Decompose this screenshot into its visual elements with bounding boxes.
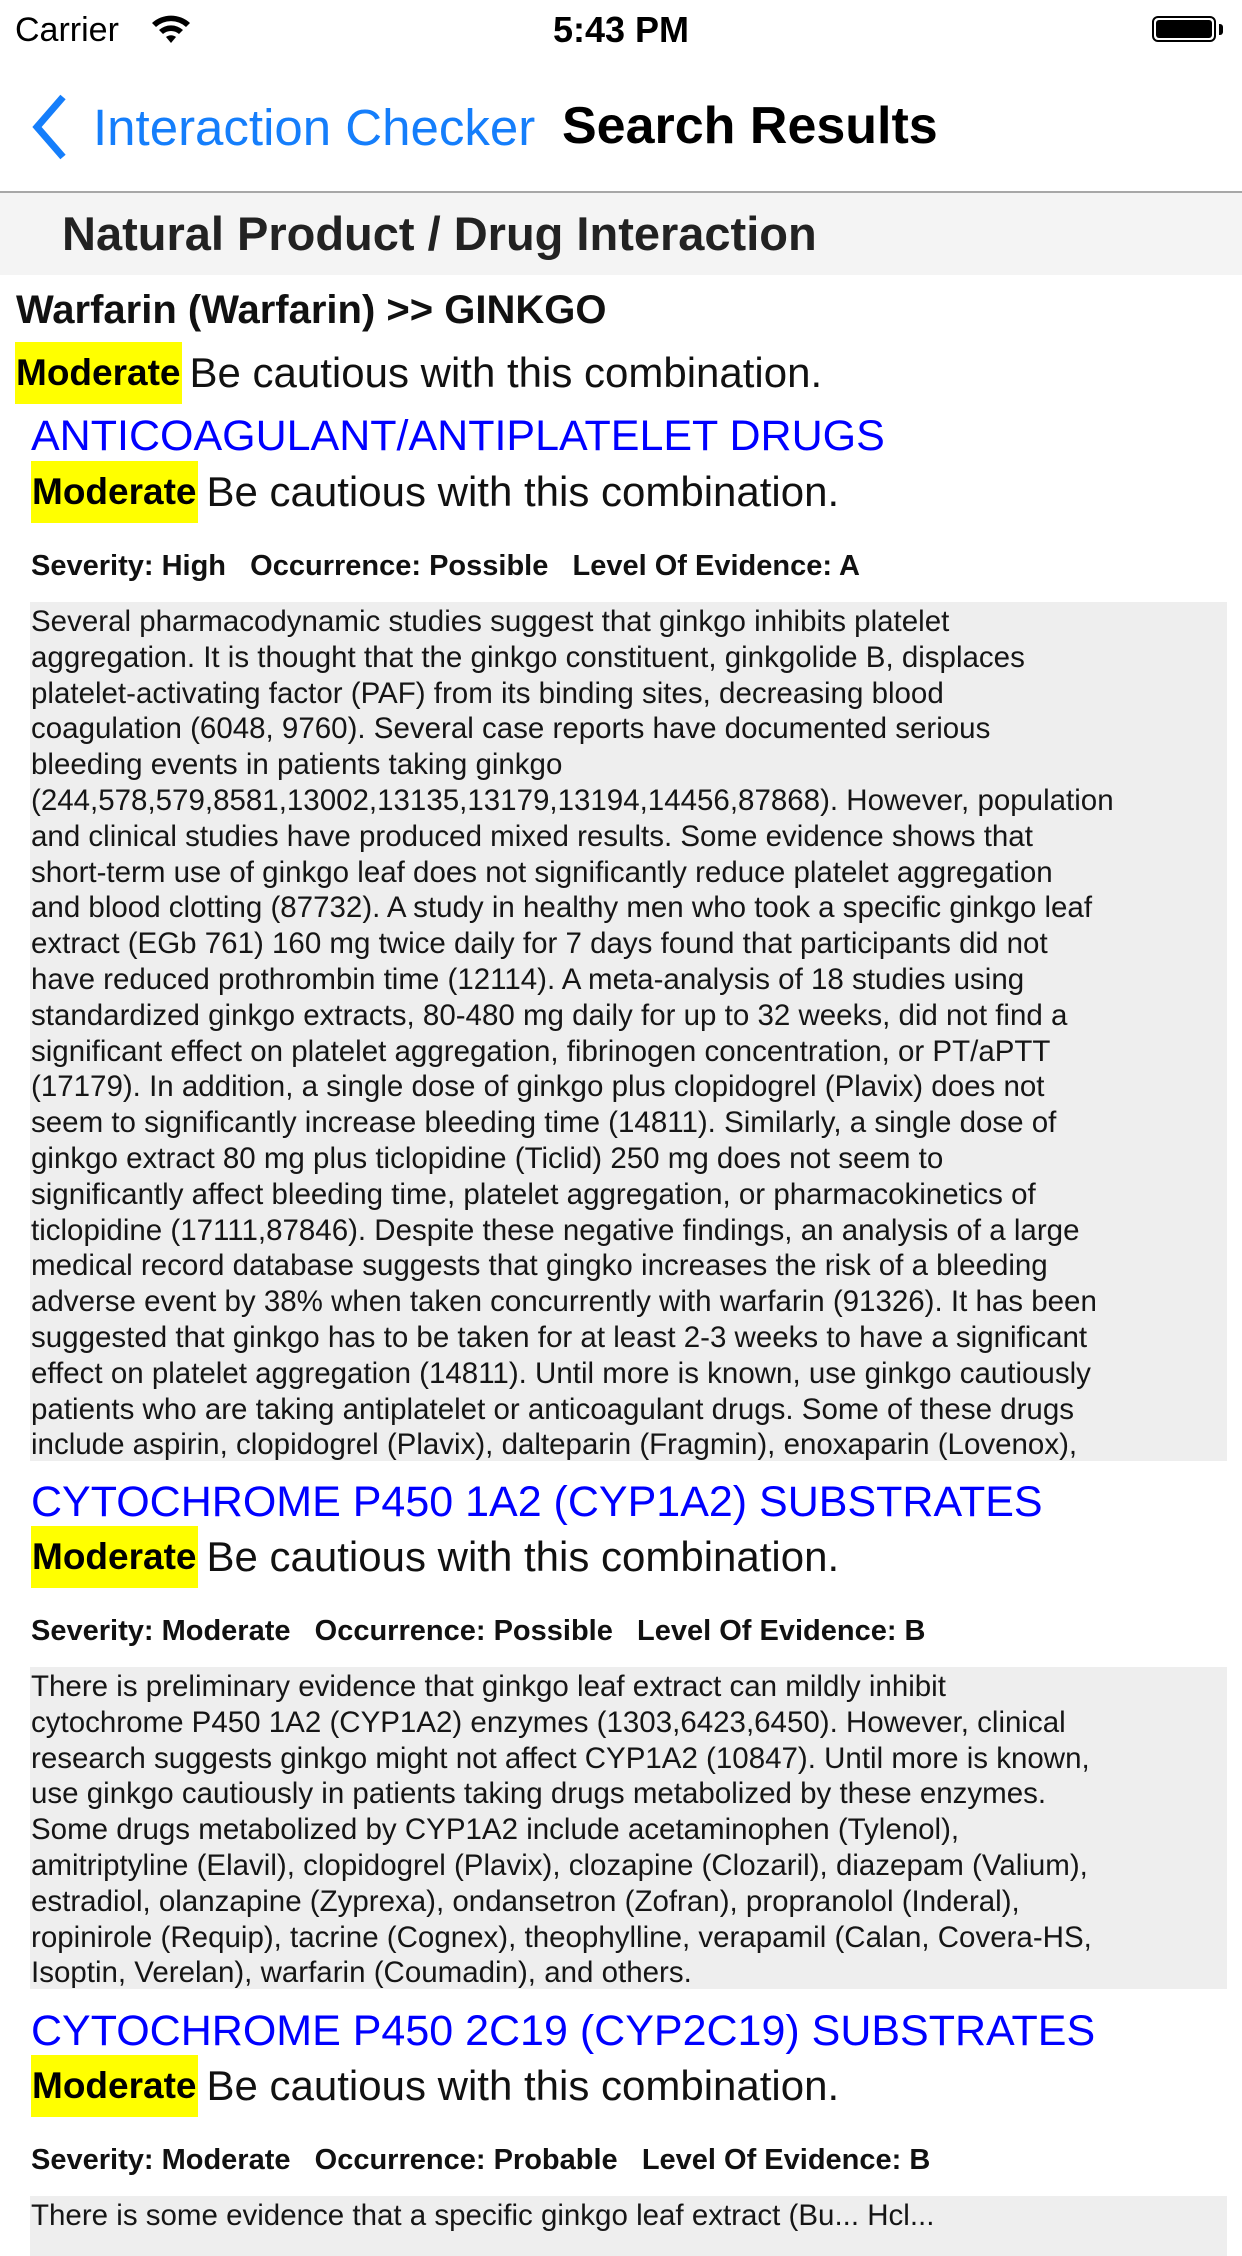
interaction-meta: Severity: High Occurrence: Possible Level Of Evidence: A xyxy=(31,550,860,582)
rating-message: Be cautious with this combination. xyxy=(206,1533,840,1580)
rating-message: Be cautious with this combination. xyxy=(189,349,823,396)
overall-rating xyxy=(15,342,822,404)
rating-message: Be cautious with this combination. xyxy=(206,2062,840,2109)
severity-badge: Moderate xyxy=(15,342,182,404)
text-line: platelet-activating factor (PAF) from its binding sites, decreasing blood xyxy=(31,676,944,710)
text-line: research suggests ginkgo might not affect CYP1A2 (10847). Until more is known, xyxy=(31,1741,1090,1775)
text-line: bleeding events in patients taking ginkgo xyxy=(31,748,563,782)
page-title: Search Results xyxy=(562,97,938,155)
interaction-description xyxy=(30,2196,1227,2256)
text-line: coagulation (6048, 9760). Several case reports have documented serious xyxy=(31,712,991,746)
text-line: standardized ginkgo extracts, 80-480 mg daily for up to 32 weeks, did not find a xyxy=(31,998,1068,1032)
back-button[interactable]: Interaction Checker xyxy=(93,99,536,156)
interaction-heading-cyp1a2[interactable]: CYTOCHROME P450 1A2 (CYP1A2) SUBSTRATES xyxy=(31,1478,1043,1526)
interaction-heading-cyp2c19[interactable]: CYTOCHROME P450 2C19 (CYP2C19) SUBSTRATES xyxy=(31,2007,1096,2055)
text-line: estradiol, olanzapine (Zyprexa), ondansetron (Zofran), propranolol (Inderal), xyxy=(31,1884,1020,1918)
text-line: short-term use of ginkgo leaf does not significantly reduce platelet aggregation xyxy=(31,855,1053,889)
text-line: Isoptin, Verelan), warfarin (Coumadin), and others. xyxy=(31,1956,692,1989)
text-line: amitriptyline (Elavil), clopidogrel (Plavix), clozapine (Clozaril), diazepam (Valium), xyxy=(31,1848,1088,1882)
section-title: Natural Product / Drug Interaction xyxy=(62,207,817,260)
interaction-description xyxy=(30,1667,1227,1989)
chevron-left-icon[interactable] xyxy=(30,93,70,161)
interaction-rating xyxy=(31,2055,839,2117)
text-line: and blood clotting (87732). A study in healthy men who took a specific ginkgo leaf xyxy=(31,891,1093,925)
severity-badge: Moderate xyxy=(31,1526,198,1588)
text-line: There is preliminary evidence that ginkgo leaf extract can mildly inhibit xyxy=(31,1670,946,1703)
text-line: extract (EGb 761) 160 mg twice daily for 7 days found that participants did not xyxy=(31,927,1048,961)
interaction-meta: Severity: Moderate Occurrence: Probable Level Of Evidence: B xyxy=(31,2144,931,2176)
text-line: include aspirin, clopidogrel (Plavix), dalteparin (Fragmin), enoxaparin (Lovenox), xyxy=(31,1428,1078,1461)
text-line: (244,578,579,8581,13002,13135,13179,13194,14456,87868). However, population xyxy=(31,783,1114,817)
interaction-rating xyxy=(31,1526,839,1588)
interaction-rating xyxy=(31,461,839,523)
text-line: patients who are taking antiplatelet or anticoagulant drugs. Some of these drugs xyxy=(31,1392,1074,1426)
interaction-description xyxy=(30,602,1227,1461)
text-line: There is some evidence that a specific ginkgo leaf extract (Bu... Hcl... xyxy=(31,2199,935,2232)
text-line: ropinirole (Requip), tacrine (Cognex), theophylline, verapamil (Calan, Covera-HS, xyxy=(31,1920,1092,1954)
interaction-heading-anticoagulant[interactable]: ANTICOAGULANT/ANTIPLATELET DRUGS xyxy=(31,412,885,460)
text-line: medical record database suggests that gingko increases the risk of a bleeding xyxy=(31,1249,1048,1283)
text-line: ginkgo extract 80 mg plus ticlopidine (Ticlid) 250 mg does not seem to xyxy=(31,1141,944,1175)
text-line: aggregation. It is thought that the ginkgo constituent, ginkgolide B, displaces xyxy=(31,640,1025,674)
text-line: have reduced prothrombin time (12114). A meta-analysis of 18 studies using xyxy=(31,962,1025,996)
interaction-pair-title: Warfarin (Warfarin) >> GINKGO xyxy=(16,288,607,332)
battery-nub xyxy=(1219,24,1223,35)
text-line: use ginkgo cautiously in patients taking drugs metabolized by these enzymes. xyxy=(31,1777,1047,1811)
text-line: cytochrome P450 1A2 (CYP1A2) enzymes (1303,6423,6450). However, clinical xyxy=(31,1705,1066,1739)
carrier-label: Carrier xyxy=(15,11,119,49)
severity-badge: Moderate xyxy=(31,461,198,523)
battery-icon xyxy=(1152,16,1216,42)
text-line: significant effect on platelet aggregation, fibrinogen concentration, or PT/aPTT xyxy=(31,1034,1051,1068)
text-line: (17179). In addition, a single dose of ginkgo plus clopidogrel (Plavix) does not xyxy=(31,1070,1045,1104)
interaction-meta: Severity: Moderate Occurrence: Possible Level Of Evidence: B xyxy=(31,1615,926,1647)
text-line: Several pharmacodynamic studies suggest that ginkgo inhibits platelet xyxy=(31,605,950,638)
text-line: adverse event by 38% when taken concurrently with warfarin (91326). It has been xyxy=(31,1285,1097,1319)
text-line: seem to significantly increase bleeding time (14811). Similarly, a single dose of xyxy=(31,1106,1057,1140)
text-line: suggested that ginkgo has to be taken for at least 2-3 weeks to have a significant xyxy=(31,1320,1088,1354)
text-line: effect on platelet aggregation (14811). Until more is known, use ginkgo cautiously xyxy=(31,1356,1091,1390)
rating-message: Be cautious with this combination. xyxy=(206,468,840,515)
status-time: 5:43 PM xyxy=(552,9,690,50)
severity-badge: Moderate xyxy=(31,2055,198,2117)
text-line: and clinical studies have produced mixed results. Some evidence shows that xyxy=(31,819,1033,853)
text-line: Some drugs metabolized by CYP1A2 include acetaminophen (Tylenol), xyxy=(31,1813,960,1847)
text-line: significantly affect bleeding time, platelet aggregation, or pharmacokinetics of xyxy=(31,1177,1036,1211)
text-line: ticlopidine (17111,87846). Despite these negative findings, an analysis of a large xyxy=(31,1213,1080,1247)
